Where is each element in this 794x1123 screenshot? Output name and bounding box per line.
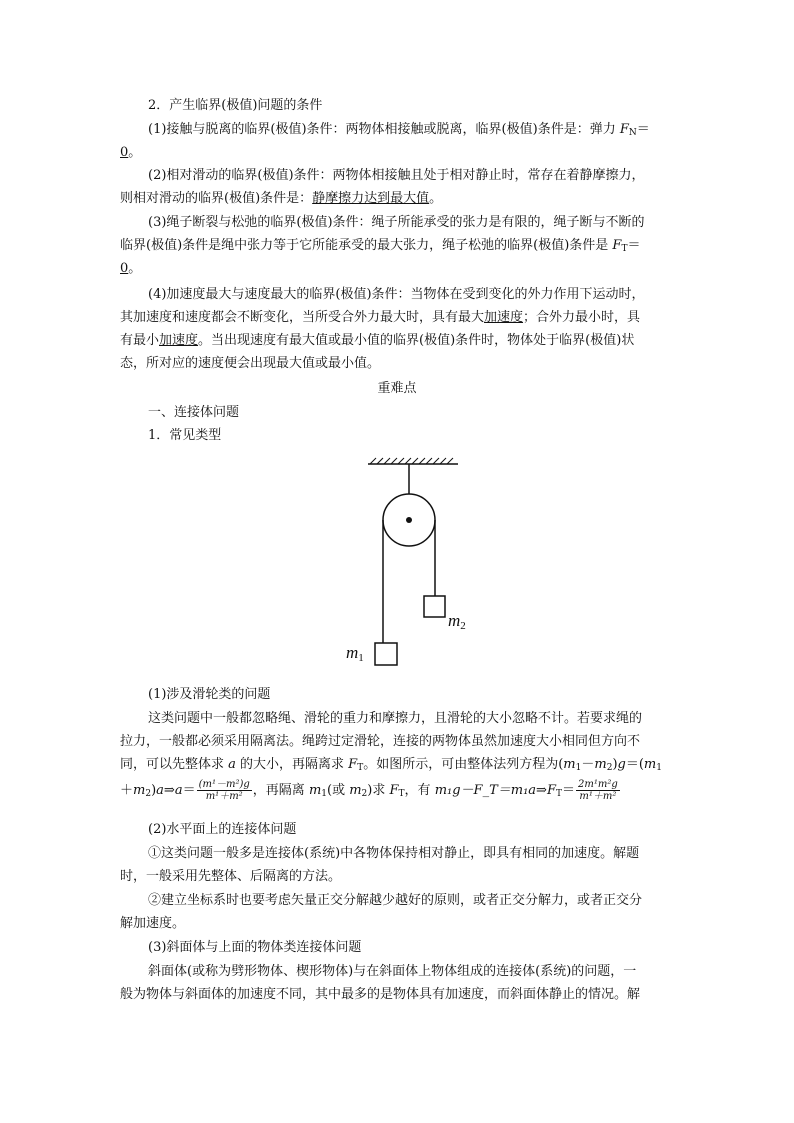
sub-heading: 1．常见类型	[148, 428, 222, 443]
paragraph-line: (3)绳子断裂与松弛的临界(极值)条件：绳子所能承受的张力是有限的，绳子断与不断的	[148, 215, 645, 230]
paragraph-line: ②建立坐标系时也要考虑矢量正交分解越少越好的原则，或者正交分解力，或者正交分	[148, 893, 643, 908]
pulley-axle	[406, 517, 412, 523]
key-points-title: 重难点	[377, 381, 417, 396]
paragraph-line: 态，所对应的速度便会出现最大值或最小值。	[120, 356, 381, 371]
mass-m1-label: m1	[346, 643, 364, 664]
sub-heading: (1)涉及滑轮类的问题	[148, 687, 271, 702]
mass-m2-block	[424, 596, 445, 617]
paragraph-line: 同，可以先整体求 a 的大小，再隔离求 $F_T$。如图所示，可由整体法列方程为$(m_1-m_2)g=(m_1$	[120, 757, 662, 773]
paragraph-line: ①这类问题一般多是连接体(系统)中各物体保持相对静止，即具有相同的加速度。解题	[148, 846, 640, 861]
paragraph-line: 般为物体与斜面体的加速度不同，其中最多的是物体具有加速度，而斜面体静止的情况。解	[120, 987, 641, 1002]
paragraph-line: 其加速度和速度都会不断变化，当所受合外力最大时，具有最大加速度；合外力最小时，具	[120, 310, 641, 325]
tension-fraction: $\frac{\text{2m¹m²g}}{\text{m¹＋m²}}$	[578, 779, 618, 802]
paragraph-line: (4)加速度最大与速度最大的临界(极值)条件：当物体在受到变化的外力作用下运动时，	[148, 287, 645, 302]
paragraph-line: 临界(极值)条件是绳中张力等于它所能承受的最大张力，绳子松弛的临界(极值)条件是 $F_T=$	[120, 238, 641, 254]
paragraph-line: 时，一般采用先整体、后隔离的方法。	[120, 869, 342, 884]
paragraph-line: 斜面体(或称为劈形物体、楔形物体)与在斜面体上物体组成的连接体(系统)的问题，一	[148, 964, 637, 979]
paragraph-line: 解加速度。	[120, 916, 186, 931]
equation-line: $+m_2)a\Rightarrow a=$ $\frac{\text{(m¹－m²)g}}{\text{m¹＋m²}}$ ，再隔离 $m_1$(或 $m_2$)求 $F_T$，有 $m_1g-F\_T=m_1a\Rightarrow F_T=$ $\frac{\text{2m¹m²g}}{\text{m¹＋m²}}$	[120, 779, 618, 802]
mass-m1-block	[375, 643, 397, 665]
paragraph-line: 0。	[120, 261, 142, 276]
mass-m2-label: m2	[448, 611, 466, 632]
section-heading: 2．产生临界(极值)问题的条件	[148, 98, 323, 113]
sub-heading: (2)水平面上的连接体问题	[148, 822, 297, 837]
paragraph-line: 这类问题中一般都忽略绳、滑轮的重力和摩擦力，且滑轮的大小忽略不计。若要求绳的	[148, 711, 643, 726]
acceleration-fraction: $\frac{\text{(m¹－m²)g}}{\text{m¹＋m²}}$	[198, 779, 250, 802]
ceiling-hatching	[370, 458, 453, 464]
paragraph-line: (1)接触与脱离的临界(极值)条件：两物体相接触或脱离，临界(极值)条件是：弹力 $F_N=$	[148, 122, 650, 138]
part-heading: 一、连接体问题	[148, 405, 240, 420]
pulley-figure	[338, 450, 488, 678]
paragraph-line: (2)相对滑动的临界(极值)条件：两物体相接触且处于相对静止时，常存在着静摩擦力，	[148, 168, 645, 183]
paragraph-line: 则相对滑动的临界(极值)条件是：静摩擦力达到最大值。	[120, 191, 443, 206]
sub-heading: (3)斜面体与上面的物体类连接体问题	[148, 940, 362, 955]
paragraph-line: 有最小加速度。当出现速度有最大值或最小值的临界(极值)条件时，物体处于临界(极值)状	[120, 333, 635, 348]
paragraph-line: 拉力，一般都必须采用隔离法。绳跨过定滑轮，连接的两物体虽然加速度大小相同但方向不	[120, 734, 641, 749]
paragraph-line: 0。	[120, 145, 142, 160]
